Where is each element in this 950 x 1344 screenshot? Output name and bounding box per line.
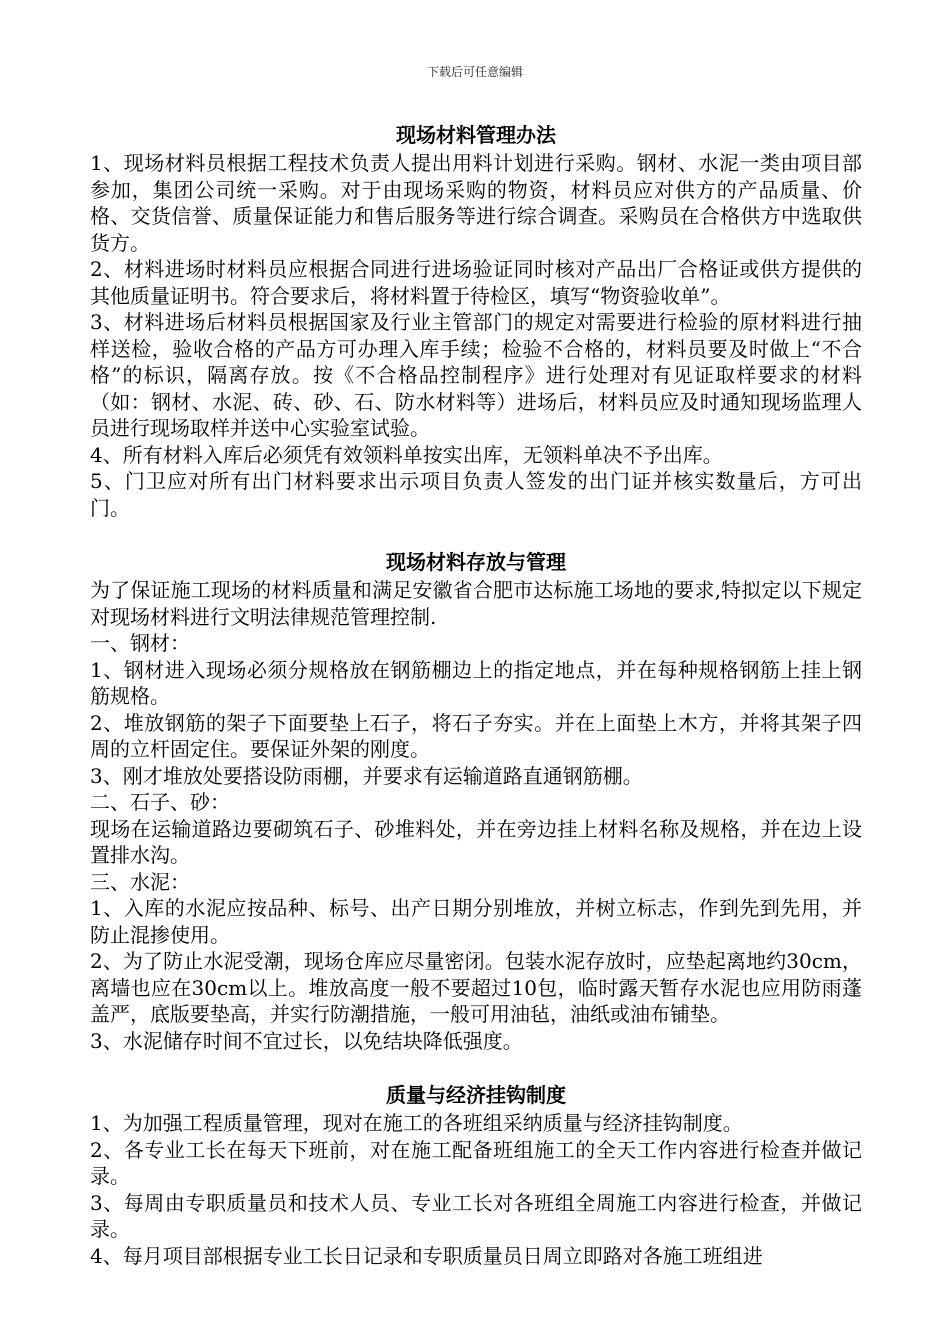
subheading: 三、水泥： [90, 869, 190, 894]
paragraph: 1、钢材进入现场必须分规格放在钢筋棚边上的指定地点，并在每种规格钢筋上挂上钢筋规格。 [90, 657, 862, 708]
paragraph: 2、堆放钢筋的架子下面要垫上石子，将石子夯实。并在上面垫上木方，并将其架子四周的立杆固定住。要保证外架的刚度。 [90, 710, 862, 761]
document-body [90, 120, 862, 1269]
download-note: 下载后可任意编辑 [426, 65, 523, 79]
section-material-management [90, 120, 862, 521]
paragraph: 2、为了防止水泥受潮，现场仓库应尽量密闭。包装水泥存放时，应垫起离地约30cm，离墙也应在30cm以上。堆放高度一般不要超过10包，临时露天暂存水泥也应用防雨蓬盖严，底版要垫高，并实行防潮措施，一般可用油毡，油纸或油布铺垫。 [90, 949, 862, 1026]
paragraph: 5、门卫应对所有出门材料要求出示项目负责人签发的出门证并核实数量后，方可出门。 [90, 469, 862, 520]
section-material-storage [90, 547, 862, 1054]
paragraph: 2、材料进场时材料员应根据合同进行进场验证同时核对产品出厂合格证或供方提供的其他质量证明书。符合要求后，将材料置于待检区，填写“物资验收单”。 [90, 257, 862, 308]
subheading: 一、钢材： [90, 631, 190, 655]
paragraph: 2、各专业工长在每天下班前，对在施工配备班组施工的全天工作内容进行检查并做记录。 [90, 1137, 862, 1188]
paragraph: 1、现场材料员根据工程技术负责人提出用料计划进行采购。钢材、水泥一类由项目部参加，集团公司统一采购。对于由现场采购的物资，材料员应对供方的产品质量、价格、交货信誉、质量保证能力和售后服务等进行综合调查。采购员在合格供方中选取供货方。 [90, 151, 862, 255]
paragraph: 4、所有材料入库后必须凭有效领料单按实出库，无领料单决不予出库。 [90, 442, 723, 467]
paragraph: 现场在运输道路边要砌筑石子、砂堆料处，并在旁边挂上材料名称及规格，并在边上设置排水沟。 [90, 816, 862, 867]
paragraph: 3、材料进场后材料员根据国家及行业主管部门的规定对需要进行检验的原材料进行抽样送检，验收合格的产品方可办理入库手续；检验不合格的，材料员要及时做上“不合格”的标识，隔离存放。按《不合格品控制程序》进行处理对有见证取样要求的材料（如：钢材、水泥、砖、砂、石、防水材料等）进场后，材料员应及时通知现场监理人员进行现场取样并送中心实验室试验。 [90, 310, 862, 440]
paragraph: 3、每周由专职质量员和技术人员、专业工长对各班组全周施工内容进行检查，并做记录。 [90, 1190, 862, 1241]
section-gap [90, 1054, 862, 1080]
subheading: 二、石子、砂： [90, 790, 230, 814]
paragraph: 3、水泥储存时间不宜过长，以免结块降低强度。 [90, 1028, 523, 1053]
section-title: 现场材料管理办法 [396, 123, 556, 147]
paragraph: 为了保证施工现场的材料质量和满足安徽省合肥市达标施工场地的要求,特拟定以下规定对现场材料进行文明法律规范管理控制. [90, 578, 862, 629]
paragraph: 1、入库的水泥应按品种、标号、出产日期分别堆放，并树立标志，作到先到先用，并防止混掺使用。 [90, 896, 862, 947]
paragraph: 1、为加强工程质量管理，现对在施工的各班组采纳质量与经济挂钩制度。 [90, 1111, 743, 1135]
paragraph: 4、每月项目部根据专业工长日记录和专职质量员日周立即路对各施工班组进 [90, 1243, 763, 1268]
section-gap [90, 521, 862, 547]
section-title: 现场材料存放与管理 [386, 550, 566, 574]
section-title: 质量与经济挂钩制度 [386, 1083, 566, 1107]
section-quality-economy [90, 1080, 862, 1269]
paragraph: 3、刚才堆放处要搭设防雨棚，并要求有运输道路直通钢筋棚。 [90, 763, 643, 788]
